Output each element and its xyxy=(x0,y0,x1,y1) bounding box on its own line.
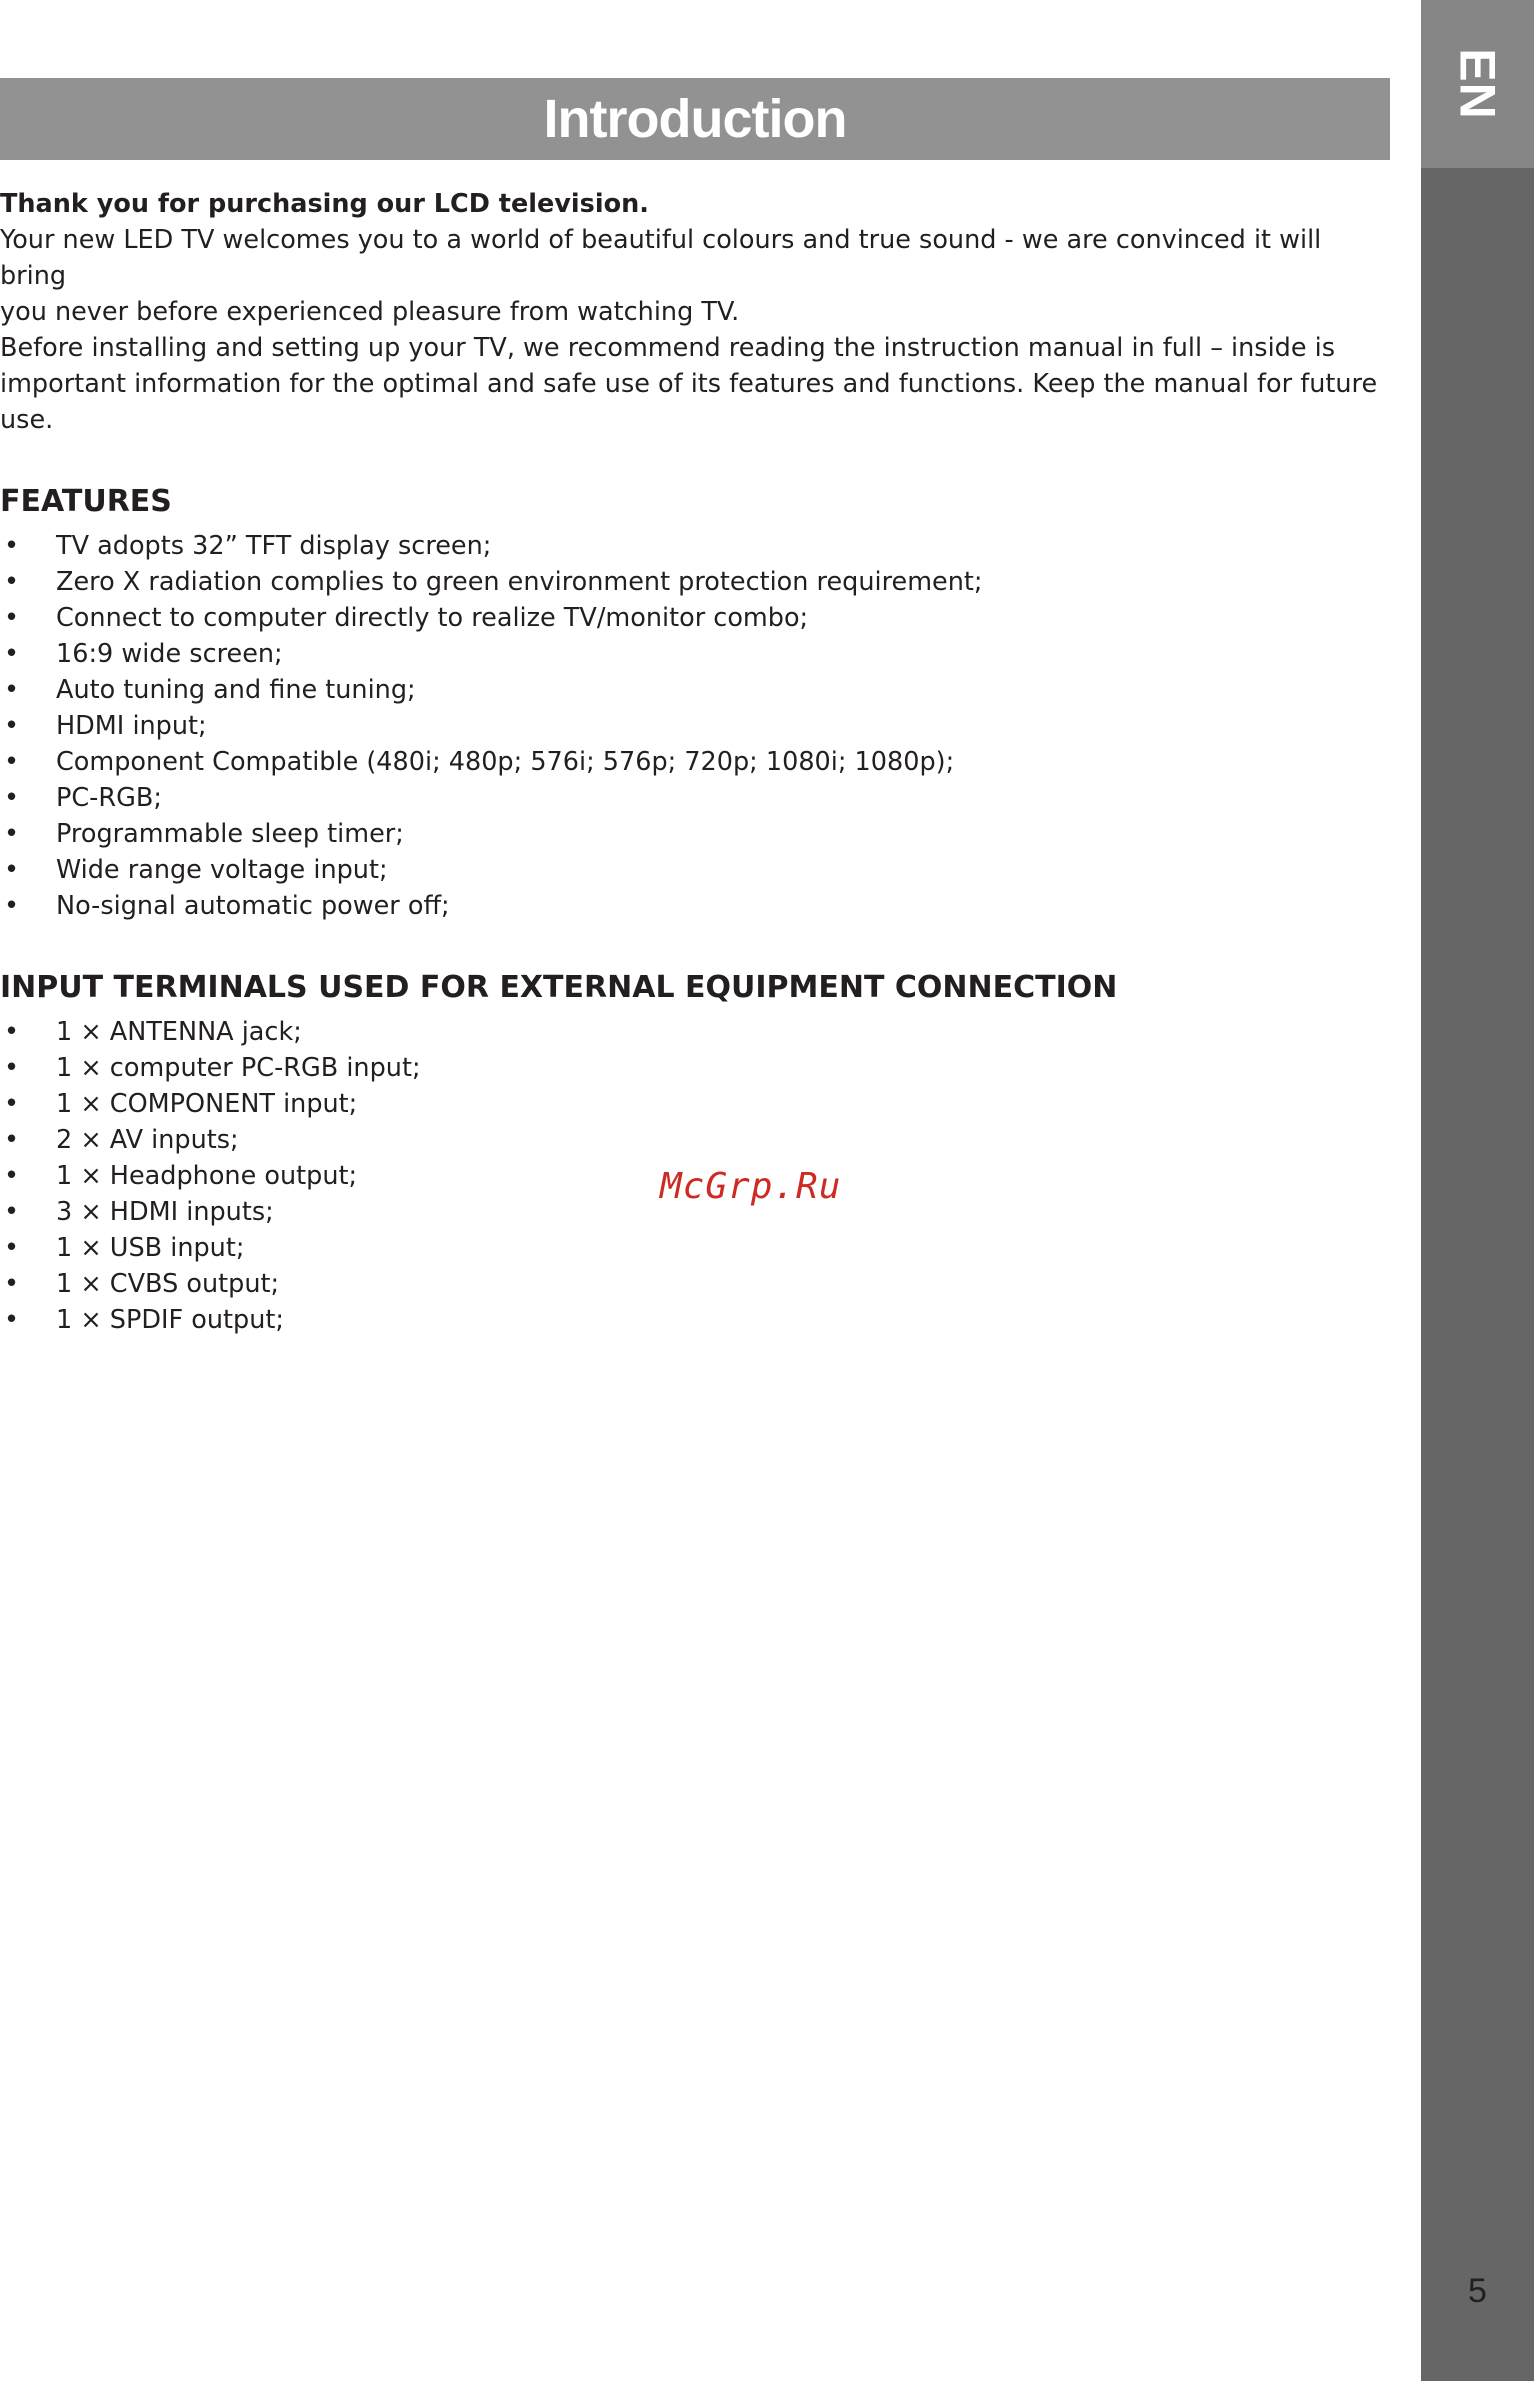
input-terminal-item xyxy=(0,1050,1395,1086)
page-title: Introduction xyxy=(543,89,847,149)
input-terminal-text: 1 × USB input; xyxy=(56,1233,245,1263)
feature-text: Programmable sleep timer; xyxy=(56,819,404,849)
intro-paragraph-2-line-1: Before installing and setting up your TV, we recommend reading the instruction manual in full – inside is xyxy=(0,333,1336,363)
bullet-icon: • xyxy=(4,819,20,849)
input-terminal-item xyxy=(0,1086,1395,1122)
input-terminal-text: 1 × Headphone output; xyxy=(56,1161,358,1191)
intro-paragraph-1-line-1: Your new LED TV welcomes you to a world of beautiful colours and true sound - we are convinced it will bring xyxy=(0,225,1322,291)
feature-text: Connect to computer directly to realize TV/monitor combo; xyxy=(56,603,809,633)
bullet-icon: • xyxy=(4,783,20,813)
feature-item xyxy=(0,744,1395,780)
input-terminal-item xyxy=(0,1014,1395,1050)
watermark: McGrp.Ru xyxy=(660,1166,842,1207)
feature-item xyxy=(0,888,1395,924)
feature-text: Component Compatible (480i; 480p; 576i; 576p; 720p; 1080i; 1080p); xyxy=(56,747,955,777)
bullet-icon: • xyxy=(4,639,20,669)
feature-text: 16:9 wide screen; xyxy=(56,639,283,669)
feature-item xyxy=(0,600,1395,636)
feature-text: TV adopts 32” TFT display screen; xyxy=(56,531,492,561)
bullet-icon: • xyxy=(4,1017,20,1047)
input-terminal-text: 1 × ANTENNA jack; xyxy=(56,1017,302,1047)
bullet-icon: • xyxy=(4,1053,20,1083)
page-number: 5 xyxy=(1468,2272,1487,2310)
language-tab xyxy=(1421,0,1534,168)
feature-text: Zero X radiation complies to green environment protection requirement; xyxy=(56,567,983,597)
intro-lead: Thank you for purchasing our LCD television. xyxy=(0,189,649,219)
feature-item xyxy=(0,636,1395,672)
feature-text: Wide range voltage input; xyxy=(56,855,388,885)
feature-item xyxy=(0,780,1395,816)
feature-text: PC-RGB; xyxy=(56,783,162,813)
bullet-icon: • xyxy=(4,531,20,561)
bullet-icon: • xyxy=(4,747,20,777)
feature-text: Auto tuning and fine tuning; xyxy=(56,675,416,705)
input-terminal-text: 1 × CVBS output; xyxy=(56,1269,280,1299)
bullet-icon: • xyxy=(4,603,20,633)
bullet-icon: • xyxy=(4,891,20,921)
intro-paragraph-1-line-2: you never before experienced pleasure from watching TV. xyxy=(0,297,740,327)
features-list xyxy=(0,528,1395,924)
input-terminal-text: 2 × AV inputs; xyxy=(56,1125,239,1155)
side-tab-strip xyxy=(1421,168,1534,2381)
input-terminal-item xyxy=(0,1266,1395,1302)
intro-paragraph-2-line-2: important information for the optimal and safe use of its features and functions. Keep the manual for future use. xyxy=(0,369,1378,435)
bullet-icon: • xyxy=(4,675,20,705)
feature-text: HDMI input; xyxy=(56,711,207,741)
feature-item xyxy=(0,672,1395,708)
feature-item xyxy=(0,528,1395,564)
input-terminal-text: 3 × HDMI inputs; xyxy=(56,1197,274,1227)
bullet-icon: • xyxy=(4,711,20,741)
feature-item xyxy=(0,564,1395,600)
language-code: EN xyxy=(1449,48,1506,120)
bullet-icon: • xyxy=(4,1233,20,1263)
title-banner xyxy=(0,78,1390,160)
bullet-icon: • xyxy=(4,1125,20,1155)
feature-item xyxy=(0,708,1395,744)
feature-item xyxy=(0,816,1395,852)
features-heading: FEATURES xyxy=(0,484,172,519)
bullet-icon: • xyxy=(4,855,20,885)
input-terminal-text: 1 × COMPONENT input; xyxy=(56,1089,358,1119)
input-terminal-item xyxy=(0,1302,1395,1338)
input-terminal-item xyxy=(0,1122,1395,1158)
bullet-icon: • xyxy=(4,1161,20,1191)
bullet-icon: • xyxy=(4,1269,20,1299)
input-terminal-item xyxy=(0,1230,1395,1266)
bullet-icon: • xyxy=(4,567,20,597)
bullet-icon: • xyxy=(4,1305,20,1335)
feature-text: No-signal automatic power off; xyxy=(56,891,450,921)
input-terminal-text: 1 × SPDIF output; xyxy=(56,1305,284,1335)
feature-item xyxy=(0,852,1395,888)
bullet-icon: • xyxy=(4,1197,20,1227)
input-terminal-text: 1 × computer PC-RGB input; xyxy=(56,1053,421,1083)
bullet-icon: • xyxy=(4,1089,20,1119)
input-terminals-heading: INPUT TERMINALS USED FOR EXTERNAL EQUIPMENT CONNECTION xyxy=(0,970,1118,1005)
